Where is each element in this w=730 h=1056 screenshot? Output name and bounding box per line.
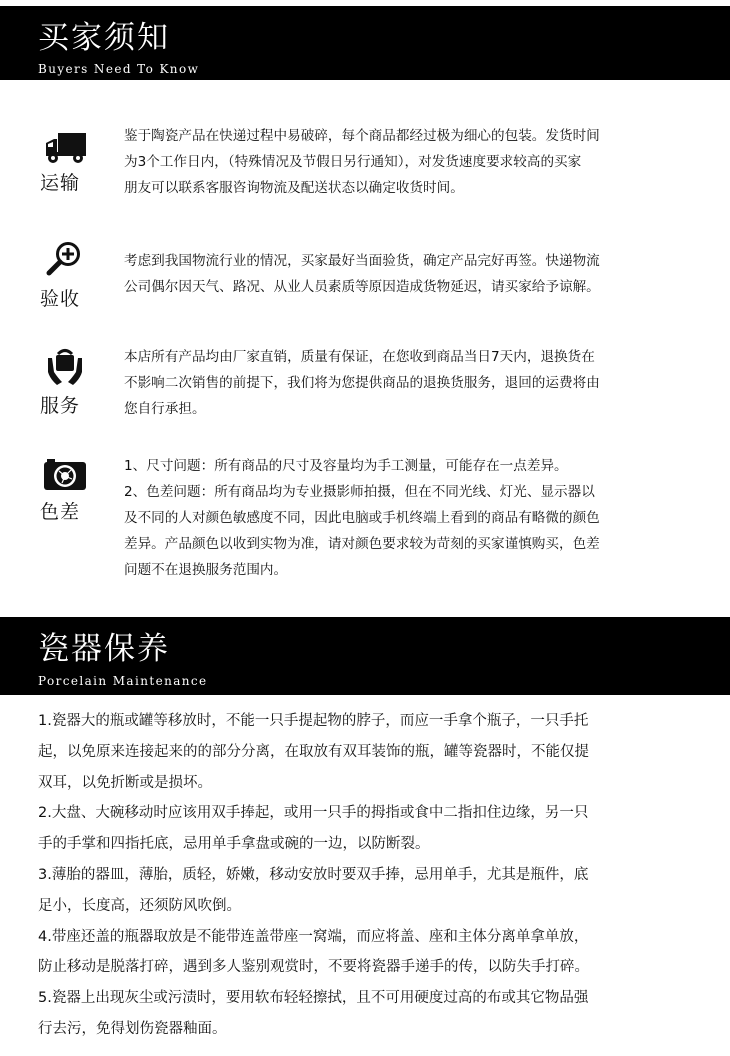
magnifier-plus-icon <box>42 240 88 280</box>
text-line: 不影响二次销售的前提下，我们将为您提供商品的退换货服务，退回的运费将由 <box>124 375 600 391</box>
text-line: 鉴于陶瓷产品在快递过程中易破碎，每个商品都经过极为细心的包装。发货时间 <box>124 128 600 144</box>
buyers-banner <box>0 6 730 80</box>
text-line: 考虑到我国物流行业的情况，买家最好当面验货，确定产品完好再签。快递物流 <box>124 253 600 269</box>
text-line: 足小，长度高，还须防风吹倒。 <box>38 897 241 914</box>
text-line: 2.大盘、大碗移动时应该用双手捧起，或用一只手的拇指或食中二指扣住边缘，另一只 <box>38 805 589 822</box>
text-line: 本店所有产品均由厂家直销，质量有保证，在您收到商品当日7天内，退换货在 <box>124 349 595 365</box>
maintenance-banner <box>0 617 730 695</box>
section-label: 验收 <box>40 288 81 310</box>
text-line: 手的手掌和四指托底，忌用单手拿盘或碗的一边，以防断裂。 <box>38 836 430 853</box>
truck-icon <box>42 131 88 171</box>
hands-bag-icon <box>42 348 88 388</box>
section-text <box>124 344 684 422</box>
section-label: 色差 <box>40 501 81 523</box>
text-line: 行去污，免得划伤瓷器釉面。 <box>38 1020 227 1037</box>
text-line: 3.薄胎的器皿，薄胎，质轻，娇嫩，移动安放时要双手捧，忌用单手，尤其是瓶件，底 <box>38 866 589 883</box>
text-line: 双耳，以免折断或是损坏。 <box>38 774 212 791</box>
text-line: 及不同的人对颜色敏感度不同，因此电脑或手机终端上看到的商品有略微的颜色 <box>124 510 600 526</box>
section-text <box>124 453 684 583</box>
camera-icon <box>42 457 88 497</box>
text-line: 5.瓷器上出现灰尘或污渍时，要用软布轻轻擦拭，且不可用硬度过高的布或其它物品强 <box>38 990 589 1007</box>
text-line: 1、尺寸问题：所有商品的尺寸及容量均为手工测量，可能存在一点差异。 <box>124 458 568 474</box>
maintenance-text <box>38 706 678 1045</box>
text-line: 2、色差问题：所有商品均为专业摄影师拍摄，但在不同光线、灯光、显示器以 <box>124 484 595 500</box>
text-line: 差异。产品颜色以收到实物为准，请对颜色要求较为苛刻的买家谨慎购买，色差 <box>124 536 600 552</box>
text-line: 4.带座还盖的瓶器取放是不能带连盖带座一窝端，而应将盖、座和主体分离单拿单放， <box>38 928 589 945</box>
maintenance-banner-title: 瓷器保养 <box>38 631 170 667</box>
section-label: 服务 <box>40 395 81 417</box>
buyers-banner-subtitle: Buyers Need To Know <box>38 62 200 76</box>
text-line: 1.瓷器大的瓶或罐等移放时，不能一只手提起物的脖子，而应一手拿个瓶子，一只手托 <box>38 713 589 729</box>
text-line: 起，以免原来连接起来的的部分分离，在取放有双耳装饰的瓶，罐等瓷器时，不能仅提 <box>38 743 589 760</box>
maintenance-banner-subtitle: Porcelain Maintenance <box>38 674 208 688</box>
text-line: 公司偶尔因天气、路况、从业人员素质等原因造成货物延迟，请买家给予谅解。 <box>124 279 600 295</box>
text-line: 您自行承担。 <box>124 401 206 417</box>
text-line: 防止移动是脱落打碎，遇到多人鉴别观赏时，不要将瓷器手递手的传，以防失手打碎。 <box>38 959 589 976</box>
section-label: 运输 <box>40 172 81 194</box>
buyers-banner-title: 买家须知 <box>38 20 170 56</box>
section-text <box>124 248 684 300</box>
text-line: 为3个工作日内，（特殊情况及节假日另行通知），对发货速度要求较高的买家 <box>124 154 582 170</box>
text-line: 问题不在退换服务范围内。 <box>124 562 288 578</box>
text-line: 朋友可以联系客服咨询物流及配送状态以确定收货时间。 <box>124 180 464 196</box>
section-text <box>124 123 684 201</box>
